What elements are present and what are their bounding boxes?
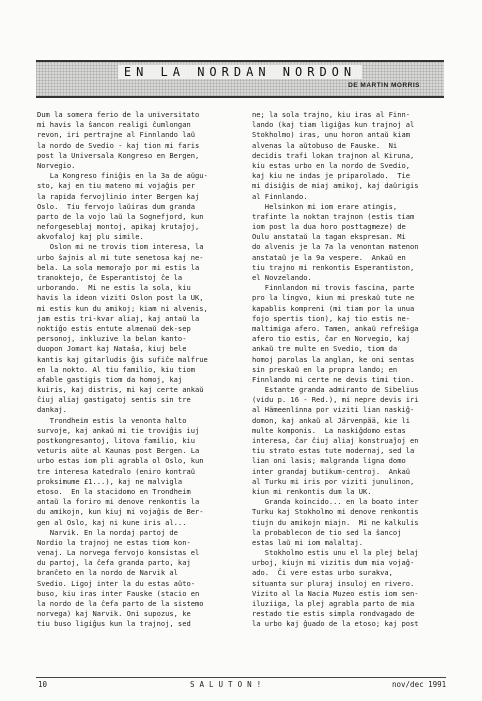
article-title [36, 65, 444, 79]
text-line: ĉiuj aliaj gastigatoj sentis sin tre [37, 395, 191, 405]
text-line: veturis aŭte al Kaunas post Bergen. La [37, 446, 200, 456]
text-line: Vizito al la Nacia Muzeo estis iom sen- [252, 588, 419, 598]
text-line: urborando. Mi ne estis la sola, kiu [37, 283, 191, 293]
text-line: du partoj, la ĉefa granda parto, kaj [37, 558, 191, 568]
text-line: kiu estas urbo en la nordo de Svedio, [252, 160, 411, 170]
text-line: el Novzelando. [252, 273, 312, 282]
text-line: (vidu p. 16 - Red.), mi nepre devis iri [252, 395, 419, 405]
text-line: proksimume £1...), kaj ne malvigla [37, 476, 183, 486]
text-line: afable gastigis tiom da homoj, kaj [37, 374, 183, 384]
text-line: Stokholmo) iras, unu horon antaŭ kiam [252, 130, 411, 140]
text-line: inter grandaj butikum-centroj. Ankaŭ [252, 466, 411, 476]
text-line: ankaŭ tre multe en Svedio, tiom da [252, 344, 398, 354]
text-line: buso, kiu iras inter Fauske (stacio en [37, 588, 200, 598]
text-line: la probablecon de tio sed la ŝancoj [252, 527, 402, 537]
text-line: la nordo de Svedio - kaj tion mi faris [37, 140, 200, 150]
text-line: kiun mi renkontis dum la UK. [252, 486, 372, 496]
text-line: ado. Ĉi vere estas urbo surakva, [252, 568, 393, 578]
text-line: tranoktejo, ĉe Esperantistoj ĉe la [37, 273, 183, 282]
text-line: etoso. En la stacidomo en Trondheim [37, 486, 191, 496]
text-line: mi havis la ŝancon realigi ĉumlongan [37, 120, 191, 130]
text-line: iom post la dua horo posttagmeze) de [252, 222, 406, 232]
text-line: Narvik. En la nordaj partoj de [37, 527, 178, 537]
text-line: urbo ŝajnis al mi tute senetosa kaj ne- [37, 252, 204, 262]
text-line: lando (kaj tiam ligiĝas kun trajnoj al [252, 120, 415, 130]
text-line: tiu trajno mi renkontis Esperantiston, [252, 262, 415, 272]
text-line: branĉeto en la nordo de Narvik al [37, 568, 178, 578]
text-line: al Turku mi iris por viziti junulinon, [252, 476, 415, 486]
text-line: afero tio estis, ĉar en Norvegio, kaj [252, 334, 411, 344]
text-line: akvofaloj kaj plu simile. [37, 232, 144, 242]
text-line: tiu strato estas tute modernaj, sed la [252, 446, 415, 456]
text-line: decidis trafi lokan trajnon al Kiruna, [252, 150, 415, 160]
magazine-name: SALUTON! [190, 680, 267, 689]
text-line: personoj, inkluzive la belan kanto- [37, 334, 187, 344]
text-line: estas laŭ mi iom malaltaj. [252, 537, 364, 547]
text-line: Helsinkon mi iom erare atingis, [252, 201, 398, 211]
text-line: sin preskaŭ en la propra lando; en [252, 364, 398, 374]
text-line: Stokholmo estis unu el la plej belaj [252, 548, 419, 558]
text-line: revon, iri pertrajne al Finnlando laŭ [37, 130, 196, 140]
text-line: survoje, kaj ankaŭ mi tie troviĝis iuj [37, 425, 200, 435]
page-number: 10 [38, 680, 48, 689]
text-line: en la nokto. Al tiu familio, kiu tiom [37, 364, 196, 374]
text-line: domon, kaj ankaŭ al Järvenpää, kie li [252, 415, 411, 425]
article-author: DE MARTIN MORRIS [348, 82, 420, 89]
text-line: kuiris, kaj distris, mi kaj certe ankaŭ [37, 385, 204, 395]
right-column [252, 110, 450, 678]
text-line: havis la ideon viziti Oslon post la UK, [37, 293, 204, 303]
text-line: Oslon mi ne trovis tiom interesa, la [37, 242, 204, 252]
text-line: La Kongreso finiĝis en la 3a de aŭgu- [37, 171, 208, 181]
text-line: jam estis tri-kvar aliaj, kaj antaŭ la [37, 313, 200, 323]
text-line: Granda koincido... en la boato inter [252, 497, 419, 507]
left-column [37, 110, 235, 678]
text-line: sto, kaj en tiu mateno mi vojaĝis per [37, 181, 196, 191]
text-line: neforgeseblaj montoj, apikaj krutaĵoj, [37, 222, 200, 232]
text-line: norvega) kaj Narvik. Oni supozus, ke [37, 609, 191, 619]
text-line: Turku kaj Stokholmo mi denove renkontis [252, 507, 419, 517]
text-line: Trondheim estis la venonta halto [37, 415, 187, 425]
text-line: al Hämeenlinna por viziti lian naskiĝ- [252, 405, 415, 415]
text-line: lian oni lasis; malgranda ligna domo [252, 456, 406, 466]
text-line: Norvegio. [37, 160, 76, 170]
text-line: parto de la vojo laŭ la Sognefjord, kun [37, 211, 204, 221]
text-line: antaŭ la foriro mi denove renkontis la [37, 497, 200, 507]
text-line: interesa, ĉar ĉiuj aliaj konstruaĵoj en [252, 436, 419, 445]
text-line: tiu buso ligiĝus kun la trajnoj, sed [37, 619, 191, 629]
text-line: bela. La sola memoraĵo por mi estis la [37, 262, 200, 272]
text-line: kantis kaj gitarludis ĝis sufiĉe malfrue [37, 354, 208, 364]
text-line: Dum la somera ferio de la universitato [37, 110, 200, 119]
text-line: Estante granda admiranto de Sibelius [252, 385, 419, 395]
text-line: urbo estas iom pli agrabla ol Oslo, kun [37, 456, 204, 466]
text-line: Nordio la trajnoj ne estas tiom kon- [37, 537, 191, 547]
text-line: mi estis kun du amikoj; kiam ni alvenis, [37, 303, 208, 313]
text-line: Oslo. Tiu fervojo laŭiras dum granda [37, 201, 196, 211]
article-header [36, 60, 444, 98]
text-line: postkongresantoj, litova familio, kiu [37, 436, 196, 445]
text-line: kapablis kompreni (mi tiam por la unua [252, 303, 415, 313]
text-line: kaj kiu ne indas je priparolado. Tie [252, 171, 411, 181]
text-line: fojo spertis tion), kaj tio estis ne- [252, 313, 411, 323]
text-line: venaj. La norvega fervojo konsistas el [37, 548, 200, 558]
text-line: anstataŭ je la 9a vespere. Ankaŭ en [252, 252, 406, 262]
footer-divider [36, 677, 446, 678]
text-line: Svedio. Ligoj inter la du estas aŭto- [37, 578, 196, 588]
text-line: restado tie estis simpla rondvagado de [252, 609, 415, 619]
text-line: situanta sur pluraj insuloj en rivero. [252, 578, 415, 588]
text-line: multe komponis. La naskiĝdomo estas [252, 425, 406, 435]
text-line: noktiĝo estis entute almenaŭ dek-sep [37, 323, 191, 333]
text-line: maltimiga afero. Tamen, ankaŭ refreŝiga [252, 323, 419, 333]
text-line: urboj, kiujn mi vizitis dum mia vojaĝ- [252, 558, 415, 568]
article-title-text: EN LA NORDAN NORDON [118, 65, 362, 79]
issue-date: nov/dec 1991 [392, 680, 447, 689]
text-line: tre interesa katedralo (eniro kontraŭ [37, 466, 196, 476]
text-line: homoj parolas la anglan, ke oni sentas [252, 354, 415, 364]
text-line: Oulu anstataŭ la tagan ekspresan. Mi [252, 232, 406, 242]
text-line: post la Universala Kongreso en Bergen, [37, 150, 200, 160]
text-line: pro la lingvo, kiun mi preskaŭ tute ne [252, 293, 415, 303]
text-line: mi disiĝis de miaj amikoj, kaj daŭrigis [252, 181, 419, 191]
text-line: ne; la sola trajno, kiu iras al Finn- [252, 110, 411, 119]
text-line: gen al Oslo, kaj ni kune iris al... [37, 517, 187, 527]
text-line: alvenas la aŭtobuso de Fauske. Ni [252, 140, 398, 150]
text-line: la urbo kaj ĝuado de la etoso; kaj post [252, 619, 419, 629]
text-line: Finnlandon mi trovis fascina, parte [252, 283, 415, 293]
text-line: la nordo de la ĉefa parto de la sistemo [37, 599, 204, 608]
text-line: dankaj. [37, 405, 67, 415]
text-line: al Finnlando. [252, 191, 308, 201]
text-line: do alvenis je la 7a la venontan matenon [252, 242, 419, 252]
text-line: tiujn du amikojn miajn. Mi ne kalkulis [252, 517, 419, 527]
text-line: la rapida fervojlinio inter Bergen kaj [37, 191, 200, 201]
text-line: du amikojn, kun kiuj mi vojaĝis de Ber- [37, 507, 204, 517]
text-line: iluziiga, la plej agrabla parto de mia [252, 599, 415, 608]
text-line: Finnlando mi certe ne devis timi tion. [252, 374, 415, 384]
text-line: trafinte la noktan trajnon (estis tiam [252, 211, 415, 221]
text-line: duopon Jomart kaj Nataŝa, kiuj bele [37, 344, 187, 354]
